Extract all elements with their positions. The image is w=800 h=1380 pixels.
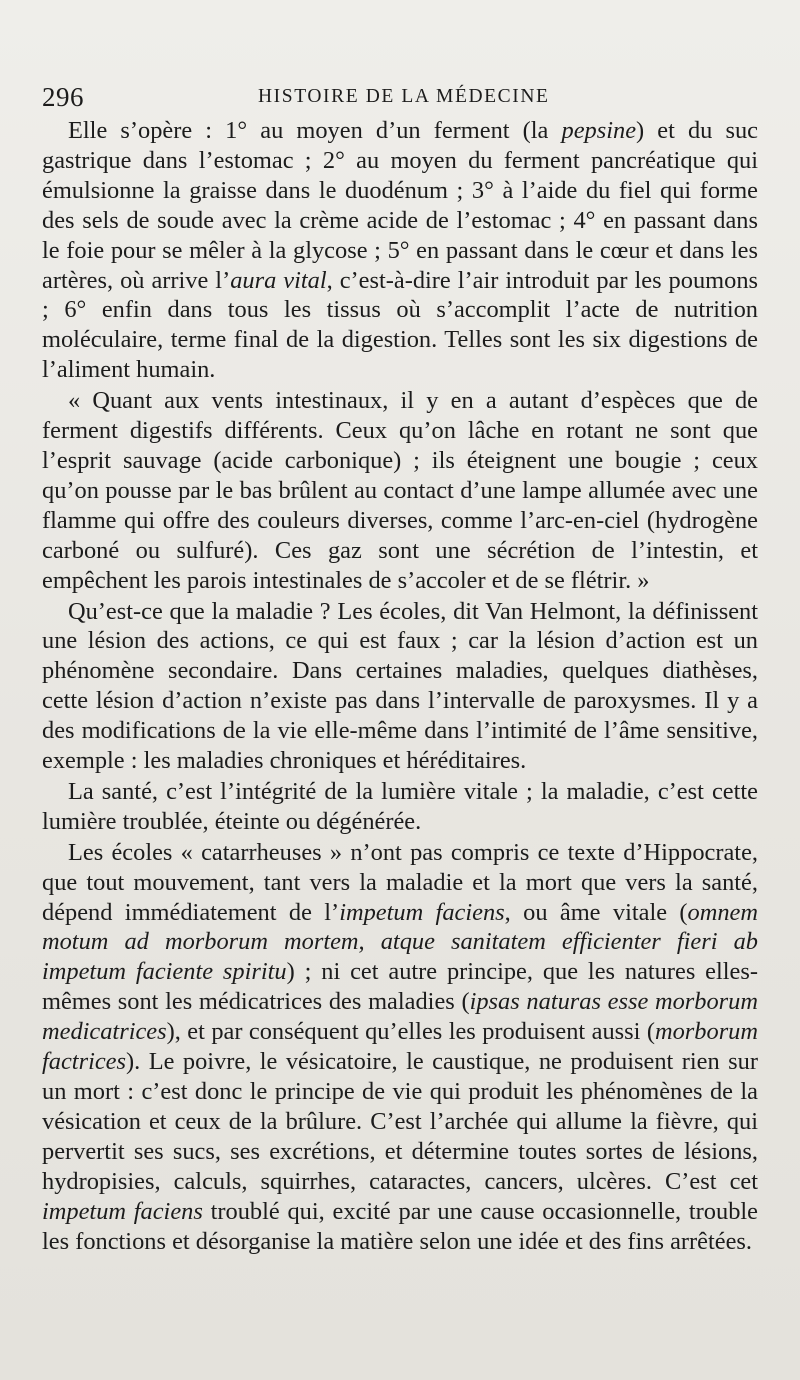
italic-run: pepsine xyxy=(561,117,637,144)
text-run: ) ; ni cet autre principe, que les natures elles-mêmes sont les médicatrices des maladies ( xyxy=(42,958,758,1016)
text-run: ), et par conséquent qu’elles les produisent aussi ( xyxy=(166,1018,655,1046)
text-run: ). Le poivre, le vésicatoire, le caustique, ne produisent rien sur un mort : c’est donc le principe de vie qui produit les phénomènes de la vésication et ceux de la brûlure. C’est l’archée qui allume la fièvre, qui pervertit ses sucs, ses excrétions, et détermine toutes sortes de lésions, hydropisies, calculs, squirrhes, cataractes, cancers, ulcères. C’est cet xyxy=(42,1048,758,1195)
text-run: « Quant aux vents intestinaux, il y en a autant d’espèces que de ferment digestifs différents. Ceux qu’on lâche en rotant ne sont que l’esprit sauvage (acide carbonique) ; ils éteignent une bougie ; ceux qu’on pousse par le bas brûlent au contact d’une lampe allumée avec une flamme qui offre des couleurs diverses, comme l’arc-en-ciel (hydrogène carboné ou sulfuré). Ces gaz sont une sécrétion de l’intestin, et empêchent les parois intestinales de s’accoler et de se flétrir. » xyxy=(42,387,758,594)
running-title: HISTOIRE DE LA MÉDECINE xyxy=(258,86,550,107)
text-run: Les écoles « catarrheuses » n’ont pas compris ce texte d’Hippocrate, que tout mouvement, tant vers la maladie et la mort que vers la santé, dépend immédiatement de l’ xyxy=(42,838,758,926)
paragraph-health xyxy=(42,777,758,837)
page-header xyxy=(42,82,758,114)
page-number: 296 xyxy=(42,82,84,112)
paragraph-definition-disease xyxy=(42,597,758,776)
italic-run: aura vital xyxy=(230,266,327,294)
paragraph-digestions xyxy=(42,116,758,385)
italic-run: impetum faciens xyxy=(42,1197,203,1225)
italic-run: omnem motum ad morborum mortem, atque sanitatem efficienter fieri ab impetum faciente spiritu xyxy=(42,898,758,986)
italic-run: morborum factrices xyxy=(42,1018,758,1076)
body-text xyxy=(42,116,758,1257)
text-run: troublé qui, excité par une cause occasionnelle, trouble les fonctions et désorganise la matière selon une idée et des fins arrêtées. xyxy=(42,1197,758,1255)
paragraph-catarrhal-schools xyxy=(42,838,758,1257)
text-run: , c’est-à-dire l’air introduit par les poumons ; 6° enfin dans tous les tissus où s’accomplit l’acte de nutrition moléculaire, terme final de la digestion. Telles sont les six digestions de l’aliment humain. xyxy=(42,266,759,384)
text-run: Elle s’opère : 1° au moyen d’un ferment (la xyxy=(68,117,562,144)
italic-run: impetum faciens xyxy=(339,898,505,926)
text-run: ) et du suc gastrique dans l’estomac ; 2° au moyen du ferment pancréatique qui émulsionne la graisse dans le duodénum ; 3° à l’aide du fiel qui forme des sels de soude avec la crème acide de l’estomac ; 4° en passant dans le foie pour se mêler à la glycose ; 5° en passant dans le cœur et dans les artères, où arrive l’ xyxy=(42,117,759,294)
text-run: Qu’est-ce que la maladie ? Les écoles, dit Van Helmont, la définissent une lésion des actions, ce qui est faux ; car la lésion d’action est un phénomène secondaire. Dans certaines maladies, quelques diathèses, cette lésion d’action n’existe pas dans l’intervalle de paroxysmes. Il y a des modifications de la vie elle-même dans l’intimité de l’âme sensitive, exemple : les maladies chroniques et héréditaires. xyxy=(42,597,758,775)
italic-run: ipsas naturas esse morborum medicatrices xyxy=(42,988,758,1046)
paragraph-intestinal-gases xyxy=(42,386,758,595)
text-run: La santé, c’est l’intégrité de la lumière vitale ; la maladie, c’est cette lumière troublée, éteinte ou dégénérée. xyxy=(42,777,758,835)
text-run: , ou âme vitale ( xyxy=(504,898,688,926)
